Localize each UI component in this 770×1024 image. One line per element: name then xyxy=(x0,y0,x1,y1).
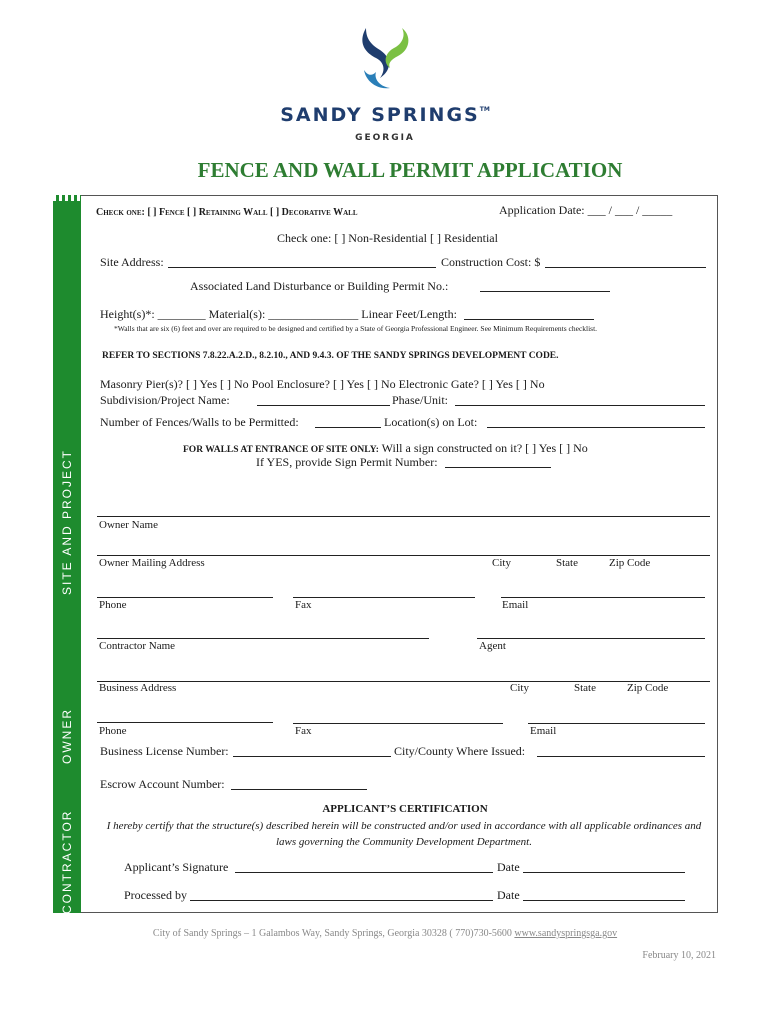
processed-date-label: Date xyxy=(497,888,520,902)
linear-feet-field[interactable] xyxy=(464,319,594,320)
phase-unit-label: Phase/Unit: xyxy=(392,393,448,407)
certification-text: I hereby certify that the structure(s) described herein will be constructed and/or used in accordance with all applicable ordinances and laws governing the Community Development Department. xyxy=(106,820,702,848)
signature-field[interactable] xyxy=(235,872,493,873)
footer-address: City of Sandy Springs – 1 Galambos Way, Sandy Springs, Georgia 30328 ( 770)730-5600 www.sandyspringsga.gov xyxy=(152,928,618,939)
contractor-fax-field[interactable] xyxy=(293,723,503,724)
brand-name: SANDY SPRINGS™ xyxy=(280,104,490,126)
owner-email-label: Email xyxy=(502,599,529,611)
owner-city-label: City xyxy=(492,557,511,569)
phase-unit-field[interactable] xyxy=(455,405,705,406)
contractor-city-label: City xyxy=(510,682,529,694)
entrance-sign-bold: FOR WALLS AT ENTRANCE OF SITE ONLY: xyxy=(183,445,379,455)
agent-field[interactable] xyxy=(477,638,705,639)
logo-navy-swoosh xyxy=(362,28,389,78)
owner-email-field[interactable] xyxy=(501,597,705,598)
heights-materials-label: Height(s)*: ________ Material(s): _______________ Linear Feet/Length: xyxy=(100,307,457,321)
locations-label: Location(s) on Lot: xyxy=(384,415,478,429)
owner-name-label: Owner Name xyxy=(99,519,158,531)
contractor-phone-label: Phone xyxy=(99,725,127,737)
license-label: Business License Number: xyxy=(100,744,229,758)
logo-teal-swoosh xyxy=(364,70,390,88)
owner-mailing-field[interactable] xyxy=(97,555,710,556)
entrance-sign-rest: Will a sign constructed on it? [ ] Yes [ ] No xyxy=(378,441,588,455)
check-one-type[interactable]: Check one: [ ] Fence [ ] Retaining Wall [ ] Decorative Wall xyxy=(96,207,358,218)
construction-cost-field[interactable] xyxy=(545,267,706,268)
owner-phone-field[interactable] xyxy=(97,597,273,598)
site-address-field[interactable] xyxy=(168,267,436,268)
escrow-label: Escrow Account Number: xyxy=(100,777,225,791)
website-link[interactable]: www.sandyspringsga.gov xyxy=(514,928,618,939)
signature-date-label: Date xyxy=(497,860,520,874)
license-field[interactable] xyxy=(233,756,391,757)
contractor-email-label: Email xyxy=(530,725,557,737)
subdivision-field[interactable] xyxy=(257,405,390,406)
contractor-email-field[interactable] xyxy=(528,723,705,724)
processed-by-label: Processed by xyxy=(124,888,187,902)
masonry-pool-gate[interactable]: Masonry Pier(s)? [ ] Yes [ ] No Pool Enclosure? [ ] Yes [ ] No Electronic Gate? [ ] Yes [ ] No xyxy=(100,377,545,391)
locations-field[interactable] xyxy=(487,427,705,428)
sign-permit-label: If YES, provide Sign Permit Number: xyxy=(256,455,438,469)
owner-mailing-label: Owner Mailing Address xyxy=(99,557,205,569)
certification-title: APPLICANT’S CERTIFICATION xyxy=(322,803,488,815)
sidebar-dash xyxy=(53,195,81,201)
city-county-label: City/County Where Issued: xyxy=(394,744,526,758)
sign-permit-field[interactable] xyxy=(445,467,551,468)
agent-label: Agent xyxy=(479,640,506,652)
owner-name-field[interactable] xyxy=(97,516,710,517)
check-one-use[interactable]: Check one: [ ] Non-Residential [ ] Residential xyxy=(277,231,498,245)
entrance-sign-question[interactable] xyxy=(183,441,588,456)
number-fences-label: Number of Fences/Walls to be Permitted: xyxy=(100,415,299,429)
escrow-field[interactable] xyxy=(231,789,367,790)
page-title: FENCE AND WALL PERMIT APPLICATION xyxy=(197,158,623,182)
processed-date-field[interactable] xyxy=(523,900,685,901)
construction-cost-label: Construction Cost: $ xyxy=(441,255,541,269)
signature-date-field[interactable] xyxy=(523,872,685,873)
contractor-fax-label: Fax xyxy=(295,725,312,737)
sidebar-label-owner: OWNER xyxy=(60,708,74,764)
signature-label: Applicant’s Signature xyxy=(124,860,229,874)
contractor-name-field[interactable] xyxy=(97,638,429,639)
contractor-state-label: State xyxy=(574,682,596,694)
business-address-field[interactable] xyxy=(97,681,710,682)
refer-sections: REFER TO SECTIONS 7.8.22.A.2.D., 8.2.10., AND 9.4.3. OF THE SANDY SPRINGS DEVELOPMENT CODE. xyxy=(102,351,559,361)
walls-note: *Walls that are six (6) feet and over are required to be designed and certified by a State of Georgia Professional Engineer. See Minimum Requirements checklist. xyxy=(114,324,598,333)
sidebar-label-site: SITE AND PROJECT xyxy=(60,448,74,595)
site-address-label: Site Address: xyxy=(100,255,164,269)
associated-permit-label: Associated Land Disturbance or Building Permit No.: xyxy=(190,279,449,293)
owner-zip-label: Zip Code xyxy=(609,557,651,569)
number-fences-field[interactable] xyxy=(315,427,381,428)
city-county-field[interactable] xyxy=(537,756,705,757)
sidebar-label-contractor: CONTRACTOR xyxy=(60,809,74,914)
contractor-phone-field[interactable] xyxy=(97,722,273,723)
brand-subtitle: GEORGIA xyxy=(355,133,415,143)
revision-date: February 10, 2021 xyxy=(642,950,716,961)
sandy-springs-logo xyxy=(356,26,416,92)
contractor-name-label: Contractor Name xyxy=(99,640,176,652)
logo-green-swoosh xyxy=(386,28,409,68)
contractor-zip-label: Zip Code xyxy=(627,682,669,694)
subdivision-label: Subdivision/Project Name: xyxy=(100,393,230,407)
business-address-label: Business Address xyxy=(99,682,177,694)
associated-permit-field[interactable] xyxy=(480,291,610,292)
application-date[interactable]: Application Date: ___ / ___ / _____ xyxy=(499,203,673,217)
owner-phone-label: Phone xyxy=(99,599,127,611)
processed-by-field[interactable] xyxy=(190,900,493,901)
owner-state-label: State xyxy=(556,557,578,569)
owner-fax-field[interactable] xyxy=(293,597,475,598)
owner-fax-label: Fax xyxy=(295,599,312,611)
